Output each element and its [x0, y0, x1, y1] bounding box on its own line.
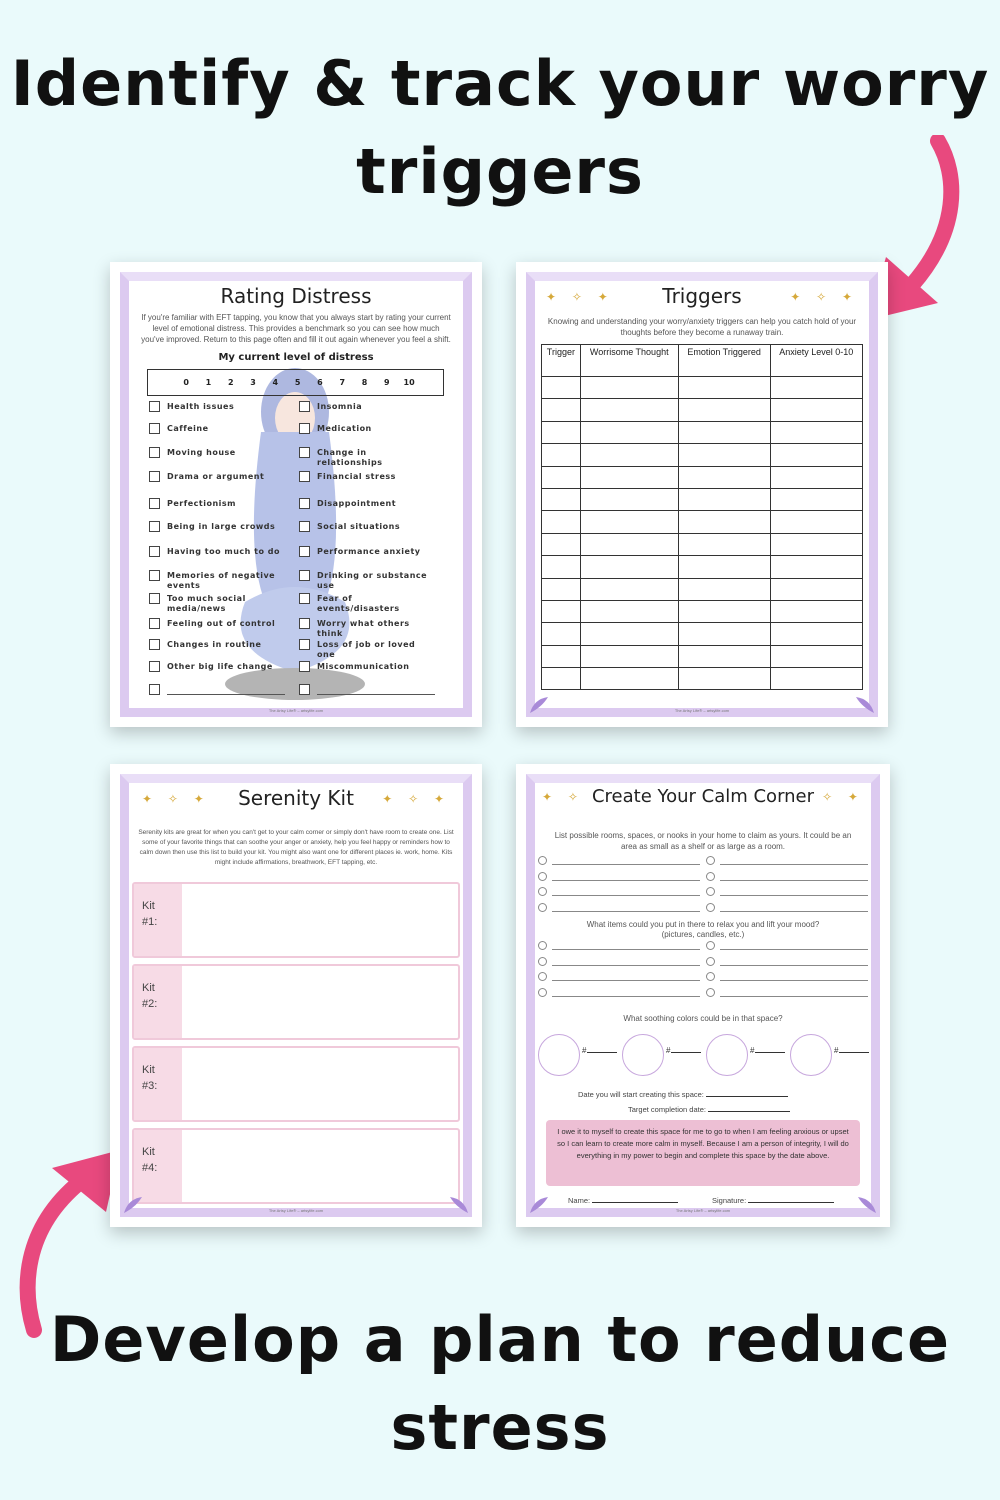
checkbox[interactable]: [149, 546, 160, 557]
sheet-footer: The Artsy Life® – artsylife.com: [674, 708, 730, 713]
table-cell[interactable]: [580, 466, 678, 488]
column-header: Trigger: [542, 345, 581, 377]
table-cell[interactable]: [770, 623, 862, 645]
checklist-label: Caffeine: [167, 424, 209, 433]
hex-code-field[interactable]: [582, 1046, 617, 1055]
kit-label-word: Kit: [142, 1146, 155, 1158]
bullet-circle-icon: [706, 887, 715, 896]
table-cell[interactable]: [580, 399, 678, 421]
table-row: [542, 399, 863, 421]
table-row: [542, 668, 863, 690]
checkbox[interactable]: [299, 471, 310, 482]
table-cell[interactable]: [770, 578, 862, 600]
table-cell[interactable]: [678, 578, 770, 600]
write-in-line[interactable]: [720, 864, 868, 865]
table-cell[interactable]: [542, 668, 581, 690]
checklist-label: Social situations: [317, 522, 401, 531]
checklist-label: Medication: [317, 424, 372, 433]
table-cell[interactable]: [770, 645, 862, 667]
table-row: [542, 466, 863, 488]
column-header: Worrisome Thought: [580, 345, 678, 377]
checklist-label: Disappointment: [317, 499, 397, 508]
write-in-line[interactable]: [317, 694, 435, 695]
checklist-label: Feeling out of control: [167, 619, 276, 628]
table-row: [542, 377, 863, 399]
hex-code-field[interactable]: [666, 1046, 701, 1055]
checklist-label: Other big life change: [167, 662, 273, 671]
stars-left-icon: ✦ ✧ ✦: [546, 290, 614, 304]
table-cell[interactable]: [678, 399, 770, 421]
table-row: [542, 533, 863, 555]
table-row: [542, 511, 863, 533]
checkbox[interactable]: [149, 471, 160, 482]
kit-label-word: Kit: [142, 982, 155, 994]
scale-number[interactable]: 2: [227, 378, 234, 387]
sheet-footer: The Artsy Life® – artsylife.com: [268, 708, 324, 713]
bullet-circle-icon: [706, 957, 715, 966]
checklist-label: Change in relationships: [317, 448, 383, 467]
bullet-circle-icon: [538, 941, 547, 950]
bullet-circle-icon: [538, 856, 547, 865]
stars-right-icon: ✦ ✧ ✦: [790, 290, 858, 304]
kit-label: [134, 1130, 182, 1202]
scale-number[interactable]: 0: [183, 378, 189, 387]
table-cell[interactable]: [770, 399, 862, 421]
sheet-footer: The Artsy Life® – artsylife.com: [675, 1208, 731, 1213]
table-cell[interactable]: [542, 578, 581, 600]
write-in-line[interactable]: [720, 949, 868, 950]
bullet-circle-icon: [538, 887, 547, 896]
table-cell[interactable]: [770, 488, 862, 510]
table-cell[interactable]: [678, 466, 770, 488]
checklist-label: Health issues: [167, 402, 235, 411]
table-cell[interactable]: [678, 645, 770, 667]
table-cell[interactable]: [580, 668, 678, 690]
write-in-line[interactable]: [552, 949, 700, 950]
start-date-label: Date you will start creating this space:: [578, 1090, 704, 1099]
table-cell[interactable]: [678, 623, 770, 645]
checklist-label: Being in large crowds: [167, 522, 276, 531]
bullet-circle-icon: [706, 941, 715, 950]
table-row: [542, 444, 863, 466]
checklist-label: Financial stress: [317, 472, 396, 481]
table-cell[interactable]: [580, 556, 678, 578]
checklist-label: Drinking or substance use: [317, 571, 428, 590]
color-swatch[interactable]: [790, 1034, 832, 1076]
write-in-line[interactable]: [552, 911, 700, 912]
table-cell[interactable]: [770, 421, 862, 443]
kit-box[interactable]: [132, 964, 460, 1040]
color-swatch[interactable]: [622, 1034, 664, 1076]
write-in-line[interactable]: [720, 911, 868, 912]
write-in-line[interactable]: [720, 965, 868, 966]
kit-label: [134, 884, 182, 956]
table-cell[interactable]: [770, 511, 862, 533]
checklist-label: Having too much to do: [167, 547, 280, 556]
table-cell[interactable]: [542, 377, 581, 399]
table-cell[interactable]: [542, 511, 581, 533]
write-in-line[interactable]: [552, 864, 700, 865]
table-cell[interactable]: [542, 533, 581, 555]
scale-number[interactable]: 4: [272, 378, 279, 387]
checkbox[interactable]: [149, 618, 160, 629]
sheet-title: Create Your Calm Corner: [591, 786, 815, 807]
table-cell[interactable]: [542, 421, 581, 443]
checkbox[interactable]: [149, 570, 160, 581]
scale-number[interactable]: 3: [250, 378, 256, 387]
kit-label-number: #4:: [142, 1162, 158, 1174]
write-in-line[interactable]: [720, 980, 868, 981]
hash-label: #: [666, 1046, 671, 1055]
table-cell[interactable]: [678, 488, 770, 510]
table-cell[interactable]: [678, 533, 770, 555]
stars-left-icon: ✦ ✧ ✦: [142, 792, 210, 806]
checkbox[interactable]: [299, 521, 310, 532]
pledge-box: I owe it to myself to create this space for me to go to when I am feeling anxious or upset so I can learn to create more calm in myself. Because I am a person of integrity, I will do everything in my power to begin and complete this space by the date above.: [546, 1120, 860, 1186]
distress-subtitle: My current level of distress: [218, 352, 374, 363]
checkbox[interactable]: [299, 618, 310, 629]
hash-label: #: [750, 1046, 755, 1055]
checklist-label: Loss of job or loved one: [317, 640, 416, 659]
kit-label-word: Kit: [142, 1064, 155, 1076]
rating-distress-sheet: [110, 262, 482, 727]
write-in-line[interactable]: [167, 694, 285, 695]
checkbox[interactable]: [149, 639, 160, 650]
items-question: What items could you put in there to relax you and lift your mood? (pictures, candles, etc.): [586, 920, 820, 939]
write-in-line[interactable]: [552, 880, 700, 881]
checkbox[interactable]: [299, 423, 310, 434]
checklist-label: Perfectionism: [167, 499, 236, 508]
kit-label-number: #1:: [142, 916, 158, 928]
checkbox[interactable]: [299, 593, 310, 604]
table-cell[interactable]: [580, 533, 678, 555]
table-cell[interactable]: [770, 556, 862, 578]
table-cell[interactable]: [542, 466, 581, 488]
kit-label: [134, 966, 182, 1038]
checkbox[interactable]: [299, 570, 310, 581]
bullet-circle-icon: [538, 872, 547, 881]
bullet-circle-icon: [538, 957, 547, 966]
sheet-intro: Knowing and understanding your worry/anxiety triggers can help you catch hold of your thoughts before they become a runaway train.: [547, 317, 857, 337]
table-row: [542, 488, 863, 510]
checklist-label: Moving house: [167, 448, 236, 457]
column-header: Emotion Triggered: [678, 345, 770, 377]
checkbox[interactable]: [149, 593, 160, 604]
signature-label: Signature:: [712, 1196, 747, 1205]
checkbox[interactable]: [299, 546, 310, 557]
calm-corner-sheet: [516, 764, 890, 1227]
table-cell[interactable]: [542, 645, 581, 667]
write-in-line[interactable]: [552, 996, 700, 997]
scale-number[interactable]: 10: [403, 378, 415, 387]
signature-field[interactable]: [712, 1196, 834, 1205]
table-row: [542, 556, 863, 578]
write-in-line[interactable]: [552, 895, 700, 896]
stars-left-icon: ✦ ✧: [542, 790, 584, 804]
stars-right-icon: ✦ ✧ ✦: [382, 792, 450, 806]
scale-number[interactable]: 6: [317, 378, 323, 387]
bullet-circle-icon: [706, 872, 715, 881]
kit-box[interactable]: [132, 882, 460, 958]
table-cell[interactable]: [580, 377, 678, 399]
table-cell[interactable]: [542, 600, 581, 622]
name-label: Name:: [568, 1196, 591, 1205]
kit-label: [134, 1048, 182, 1120]
target-date-label: Target completion date:: [628, 1105, 706, 1114]
checkbox[interactable]: [299, 639, 310, 650]
table-cell[interactable]: [770, 600, 862, 622]
table-cell[interactable]: [678, 600, 770, 622]
table-cell[interactable]: [770, 466, 862, 488]
bullet-circle-icon: [706, 988, 715, 997]
write-in-line[interactable]: [720, 996, 868, 997]
table-cell[interactable]: [770, 668, 862, 690]
hex-code-field[interactable]: [834, 1046, 869, 1055]
checklist-label: Drama or argument: [167, 472, 265, 481]
checklist-label: Fear of events/disasters: [317, 594, 400, 613]
bullet-circle-icon: [538, 988, 547, 997]
write-in-line[interactable]: [552, 965, 700, 966]
sheet-title: Triggers: [662, 284, 742, 308]
scale-number[interactable]: 9: [384, 378, 390, 387]
checkbox[interactable]: [149, 423, 160, 434]
column-header: Anxiety Level 0-10: [770, 345, 862, 377]
hex-code-field[interactable]: [750, 1046, 785, 1055]
table-cell[interactable]: [770, 444, 862, 466]
bullet-circle-icon: [706, 903, 715, 912]
kit-label-number: #3:: [142, 1080, 158, 1092]
triggers-table: [541, 344, 863, 690]
checklist-label: Miscommunication: [317, 662, 410, 671]
table-row: [542, 645, 863, 667]
sheet-footer: The Artsy Life® – artsylife.com: [268, 1208, 324, 1213]
table-row: [542, 623, 863, 645]
top-headline: Identify & track your worry triggers: [10, 47, 990, 208]
checkbox[interactable]: [299, 684, 310, 695]
table-cell[interactable]: [580, 623, 678, 645]
start-date-field[interactable]: [578, 1090, 788, 1099]
kit-box[interactable]: [132, 1128, 460, 1204]
bottom-headline: Develop a plan to reduce stress: [49, 1303, 951, 1464]
sheet-title: Serenity Kit: [238, 786, 354, 810]
target-date-field[interactable]: [628, 1105, 790, 1114]
kit-label-word: Kit: [142, 900, 155, 912]
table-cell[interactable]: [678, 444, 770, 466]
checkbox[interactable]: [149, 447, 160, 458]
bullet-circle-icon: [538, 903, 547, 912]
checklist-label: Changes in routine: [167, 640, 262, 649]
checklist-label: Memories of negative events: [167, 571, 276, 590]
scale-number[interactable]: 8: [361, 378, 368, 387]
checkbox[interactable]: [299, 401, 310, 412]
table-cell[interactable]: [542, 556, 581, 578]
checklist-label: Performance anxiety: [317, 547, 421, 556]
checkbox[interactable]: [149, 401, 160, 412]
hash-label: #: [582, 1046, 587, 1055]
table-cell[interactable]: [580, 488, 678, 510]
hash-label: #: [834, 1046, 839, 1055]
color-swatch[interactable]: [706, 1034, 748, 1076]
colors-question: What soothing colors could be in that space?: [623, 1014, 783, 1023]
table-cell[interactable]: [542, 623, 581, 645]
bullet-circle-icon: [706, 972, 715, 981]
checkbox[interactable]: [299, 661, 310, 672]
table-cell[interactable]: [678, 421, 770, 443]
checkbox[interactable]: [299, 447, 310, 458]
bullet-circle-icon: [706, 856, 715, 865]
table-cell[interactable]: [678, 511, 770, 533]
table-cell[interactable]: [542, 444, 581, 466]
checklist-label: Too much social media/news: [167, 594, 246, 613]
scale-number[interactable]: 1: [205, 378, 212, 387]
table-cell[interactable]: [678, 668, 770, 690]
sheet-intro: List possible rooms, spaces, or nooks in your home to claim as yours. It could be an area as small as a shelf or as large as a room.: [554, 831, 852, 851]
table-cell[interactable]: [770, 377, 862, 399]
checkbox[interactable]: [149, 498, 160, 509]
write-in-line[interactable]: [720, 895, 868, 896]
write-in-line[interactable]: [720, 880, 868, 881]
scale-number[interactable]: 5: [294, 378, 301, 387]
sheet-intro: If you're familiar with EFT tapping, you know that you always start by rating your current level of emotional distress. This provides a benchmark so you can see how much you've improved. Return to this page often and fill it out again whenever you feel a shift.: [141, 313, 451, 344]
name-field[interactable]: [568, 1196, 678, 1205]
table-cell[interactable]: [580, 421, 678, 443]
scale-number[interactable]: 7: [339, 378, 346, 387]
table-cell[interactable]: [580, 511, 678, 533]
checklist-label: Worry what others think: [317, 619, 410, 638]
table-cell[interactable]: [580, 578, 678, 600]
checkbox[interactable]: [299, 498, 310, 509]
table-row: [542, 600, 863, 622]
checkbox[interactable]: [149, 684, 160, 695]
stars-right-icon: ✧ ✦: [822, 790, 864, 804]
table-cell[interactable]: [580, 444, 678, 466]
distress-scale: [147, 369, 444, 396]
table-cell[interactable]: [580, 645, 678, 667]
table-row: [542, 421, 863, 443]
checkbox[interactable]: [149, 661, 160, 672]
kit-box[interactable]: [132, 1046, 460, 1122]
kit-label-number: #2:: [142, 998, 158, 1010]
table-cell[interactable]: [542, 488, 581, 510]
checkbox[interactable]: [149, 521, 160, 532]
checklist-label: Insomnia: [317, 402, 363, 411]
table-cell[interactable]: [580, 600, 678, 622]
table-cell[interactable]: [770, 533, 862, 555]
serenity-kit-sheet: [110, 764, 482, 1227]
triggers-sheet: [516, 262, 888, 727]
table-row: [542, 578, 863, 600]
sheet-intro: Serenity kits are great for when you can't get to your calm corner or simply don't have room to create one. List some of your favorite things that can soothe your anger or anxiety, help you feel happy or reminders how to calm down then use this list to build your kit. You might also want one for different places ie. work, home. Kits might include affirmations, breathwork, EFT tapping, etc.: [138, 829, 454, 866]
table-cell[interactable]: [678, 377, 770, 399]
color-swatch[interactable]: [538, 1034, 580, 1076]
bullet-circle-icon: [538, 972, 547, 981]
write-in-line[interactable]: [552, 980, 700, 981]
table-cell[interactable]: [678, 556, 770, 578]
table-cell[interactable]: [542, 399, 581, 421]
sheet-title: Rating Distress: [220, 284, 372, 308]
